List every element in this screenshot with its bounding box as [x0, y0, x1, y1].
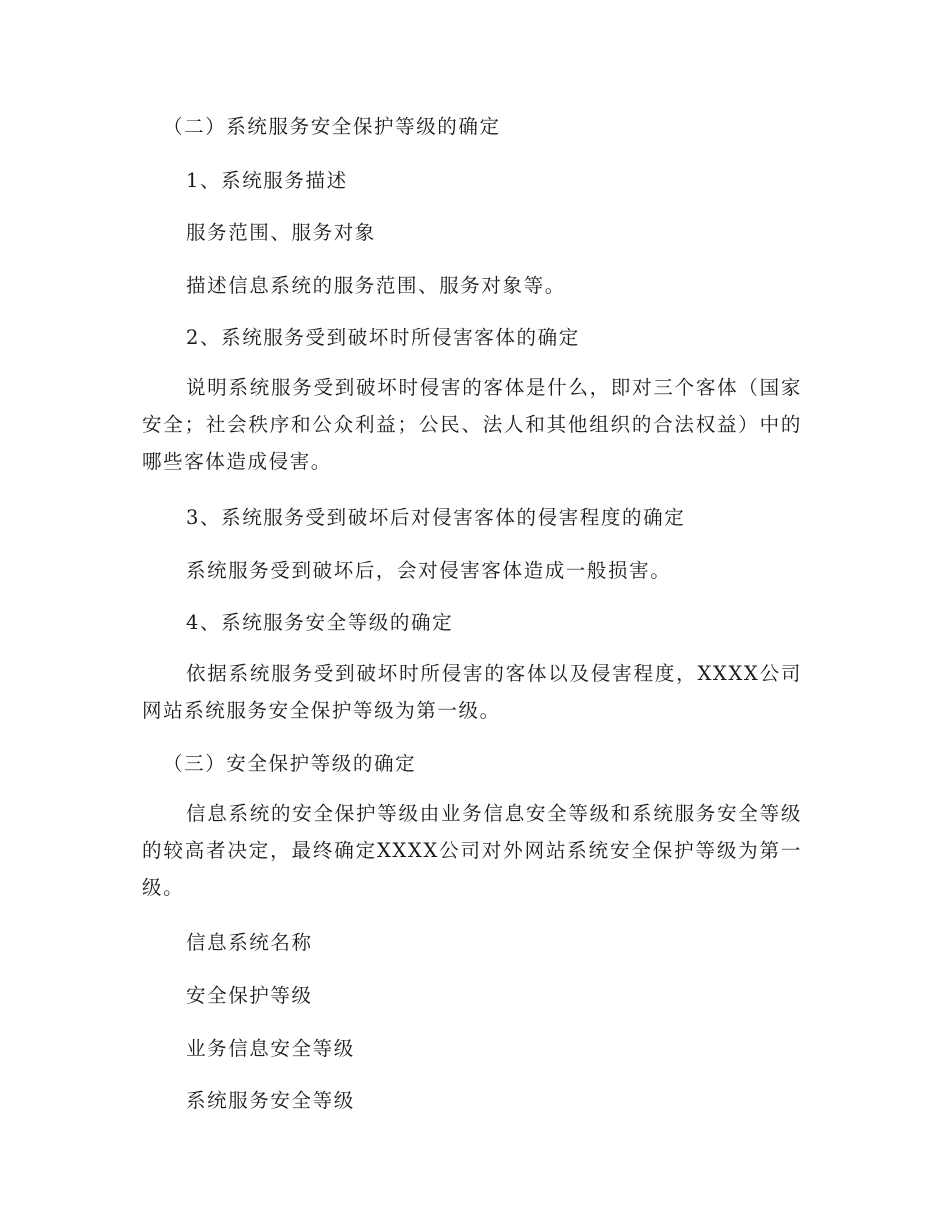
service-scope-title: 服务范围、服务对象 [186, 221, 376, 244]
section-heading-2: （二）系统服务安全保护等级的确定 [163, 115, 501, 138]
subsection-heading-2: 2、系统服务受到破坏时所侵害客体的确定 [186, 326, 580, 349]
service-level-paragraph: 依据系统服务受到破坏时所侵害的客体以及侵害程度，XXXX公司网站系统服务安全保护等级为第一级。 [142, 662, 802, 722]
table-item-protection-level: 安全保护等级 [186, 984, 313, 1007]
table-item-business-info-level: 业务信息安全等级 [186, 1037, 355, 1060]
damage-degree-paragraph: 系统服务受到破坏后，会对侵害客体造成一般损害。 [186, 559, 672, 582]
section-heading-3: （三）安全保护等级的确定 [163, 752, 417, 775]
table-item-system-service-level: 系统服务安全等级 [186, 1089, 355, 1112]
damaged-object-paragraph: 说明系统服务受到破坏时侵害的客体是什么，即对三个客体（国家安全；社会秩序和公众利益；公民、法人和其他组织的合法权益）中的哪些客体造成侵害。 [142, 376, 802, 473]
subsection-heading-1: 1、系统服务描述 [186, 169, 348, 192]
subsection-heading-3: 3、系统服务受到破坏后对侵害客体的侵害程度的确定 [186, 506, 686, 529]
table-item-system-name: 信息系统名称 [186, 931, 313, 954]
protection-level-paragraph: 信息系统的安全保护等级由业务信息安全等级和系统服务安全等级的较高者决定，最终确定XXXX公司对外网站系统安全保护等级为第一级。 [142, 802, 802, 899]
service-scope-description: 描述信息系统的服务范围、服务对象等。 [186, 274, 566, 297]
subsection-heading-4: 4、系统服务安全等级的确定 [186, 611, 454, 634]
